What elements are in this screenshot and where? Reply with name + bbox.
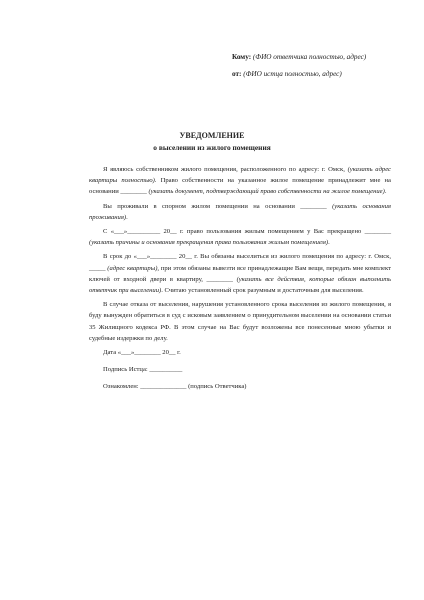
p4-text-a: В срок до «___»________ 20__ г. Вы обязаны выселиться из жилого помещения по адресу: г. Омск, _____ — [89, 253, 391, 272]
plaintiff-signature-line: Подпись Истца: __________ — [103, 366, 183, 374]
to-line — [232, 52, 412, 62]
from-line — [232, 69, 412, 79]
acknowledged-line: Ознакомлен: ______________ (подпись Ответчика) — [103, 383, 247, 391]
to-label: Кому: — [232, 53, 252, 61]
to-value: (ФИО ответчика полностью, адрес) — [252, 53, 367, 61]
p4-hint-actions: (указать все действия, которые обязан выполнить ответчик при выселении) — [89, 275, 391, 295]
p3-hint-reasons: (указать причины и основания прекращения права пользования жилым помещением) — [89, 239, 329, 247]
paragraph-deadline — [89, 251, 391, 296]
p3-text-a: С «___»__________ 20__ г. право пользования жилым помещением у Вас прекращено ________ — [103, 228, 391, 236]
paragraph-refusal: В случае отказа от выселения, нарушения установленного срока выселения из жилого помещения, я буду вынужден обратиться в суд с исковым заявлением о принудительном выселении на основании статьи 35 Жилищного кодекса РФ. В этом случае на Вас будут возложены все понесенные мною убытки и судебные издержки по делу. — [89, 301, 391, 342]
p1-text-a: Я являюсь собственником жилого помещения, расположенного по адресу: г. Омск, — [103, 166, 345, 173]
p4-text-c: , при этом обязаны вывезти все принадлежащие Вам вещи, передать мне комплект ключей от входной двери в квартиру, ________ — [89, 264, 391, 283]
p1-hint-document: (указать документ, подтверждающий право собственности на жилое помещение) — [148, 188, 385, 196]
p4-text-e: . Считаю установленный срок разумным и достаточным для выселения. — [161, 287, 364, 295]
paragraph-termination — [89, 226, 391, 248]
p1-hint-address: (указать адрес квартиры полностью) — [89, 166, 391, 185]
p2-text-a: Вы проживали в спорном жилом помещении на основании ________ — [103, 202, 333, 210]
paragraph-ownership — [89, 164, 391, 198]
date-line: Дата «___»________ 20__ г. — [103, 349, 181, 357]
p4-hint-address: (адрес квартиры) — [107, 264, 158, 272]
p2-hint-basis: (указать основания проживания) — [89, 202, 391, 221]
from-label: от: — [232, 70, 242, 79]
document-title: УВЕДОМЛЕНИЕ — [179, 131, 245, 140]
p2-text-c: . — [126, 213, 128, 221]
p3-text-c: . — [328, 239, 330, 247]
addressee-block — [232, 52, 412, 87]
from-value: (ФИО истца полностью, адрес) — [243, 70, 342, 79]
paragraph-residence — [89, 201, 391, 223]
p1-text-e: . — [384, 188, 387, 196]
document-body — [89, 164, 391, 399]
p1-text-c: . Право собственности на указанное жилое помещение принадлежит мне на основании ________ — [89, 177, 391, 196]
document-subtitle: о выселении из жилого помещения — [153, 143, 271, 152]
